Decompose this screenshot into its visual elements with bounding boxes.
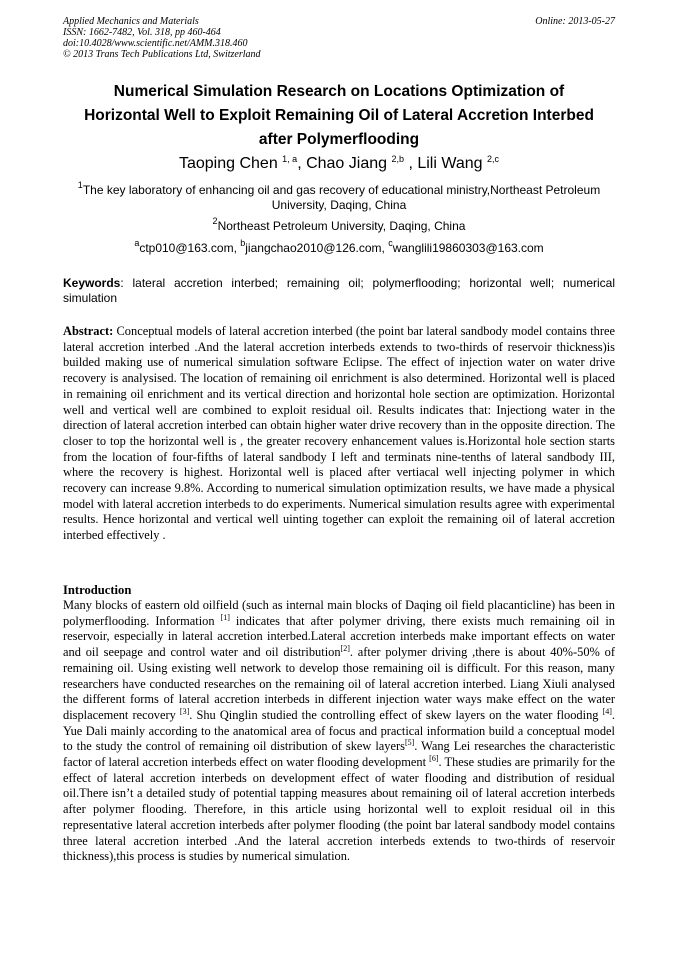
abstract-text: Conceptual models of lateral accretion interbed (the point bar lateral sandbody model contains three lateral accretion interbed .And the lateral accretion interbeds extends to two-thirds of reservoir thickness)is builded making use of numerical simulation software Eclipse. The effect of injection water on water drive recovery is analysised. The location of remaining oil enrichment is also determined. Horizontal well is placed in remaining oil enrichment and its vertical direction and horizontal hole section are optimization. Horizontal well and vertical well are combined to exploit residual oil. Results indicates that: Injectiong water in the direction of lateral accretion interbed can obtain higher water drive recovery than in the opposite direction. The closer to top the horizontal well is , the greater recovery enhancement values is.Horizontal hole section starts from the location of four-fifths of lateral sandbody I left and terminats nine-tenths of lateral sandbody III, where the recovery is highest. Horizontal well is placed after vertiacal well injecting polymer in which recovery can increase 9.8%. According to numerical simulation optimization results, we have made a physical model with lateral accretion interbeds to do experiments. Numerical simulation results agree with experimental results. Hence horizontal and vertical well uinting together can exploit the remaining oil of lateral accretion interbed effectively . — [63, 324, 615, 543]
citation-ref[interactable]: [5] — [404, 738, 415, 748]
separator: , — [233, 241, 241, 255]
abstract-label: Abstract: — [63, 324, 114, 338]
title-line: after Polymerflooding — [258, 131, 420, 148]
keywords-section — [63, 276, 615, 306]
separator: , — [404, 155, 418, 172]
email-address[interactable]: jiangchao2010@126.com — [245, 241, 382, 255]
affiliation-text: Northeast Petroleum University, Daqing, China — [217, 219, 466, 233]
journal-name: Applied Mechanics and Materials — [63, 16, 199, 27]
author-superscript: 1, a — [282, 154, 298, 164]
email-superscript: b — [240, 238, 246, 248]
citation-ref[interactable]: [3] — [179, 706, 190, 716]
author-list — [63, 154, 615, 174]
title-line: Numerical Simulation Research on Locations Optimization of — [113, 83, 565, 100]
separator: , — [297, 155, 307, 172]
paper-title — [63, 80, 615, 152]
abstract-section — [63, 324, 615, 544]
email-superscript: a — [134, 238, 140, 248]
journal-header — [63, 16, 615, 60]
intro-text: . Yue Dali mainly according to the anatomical area of focus and practical information build a conceptual model to the study the control of remaining oil distribution of skew layers — [63, 707, 615, 754]
affiliation-1 — [63, 180, 615, 213]
email-superscript: c — [388, 238, 393, 248]
intro-text: . Wang Lei researches the characteristic factor of lateral accretion interbeds effect on water flooding development — [63, 739, 615, 770]
citation-ref[interactable]: [1] — [220, 612, 230, 622]
citation-ref[interactable]: [6] — [429, 754, 439, 764]
intro-text: indicates that after polymer driving, there exists much remaining oil in reservoir, especially in lateral accretion interbed.Lateral accretion interbeds make important effects on water and oil seepage and control water and oil distribution — [63, 613, 615, 660]
keywords-text: : lateral accretion interbed; remaining oil; polymerflooding; horizontal well; numerical simulation — [63, 276, 615, 305]
email-address[interactable]: ctp010@163.com — [139, 241, 234, 255]
separator: , — [381, 241, 389, 255]
issn-line: ISSN: 1662-7482, Vol. 318, pp 460-464 — [63, 27, 221, 38]
affiliation-2 — [63, 216, 615, 234]
introduction-body — [63, 598, 615, 865]
online-date: Online: 2013-05-27 — [535, 16, 615, 27]
citation-ref[interactable]: [2] — [340, 644, 350, 654]
intro-text: . Shu Qinglin studied the controlling effect of skew layers on the water flooding — [189, 707, 603, 722]
doi-line: doi:10.4028/www.scientific.net/AMM.318.460 — [63, 38, 248, 49]
keywords-label: Keywords — [63, 276, 121, 290]
author-superscript: 2,b — [391, 154, 404, 164]
title-line: Horizontal Well to Exploit Remaining Oil of Lateral Accretion Interbed — [84, 107, 594, 124]
intro-text: Many blocks of eastern old oilfield (such as internal main blocks of Daqing oil field placanticline) has been in polymerflooding. Information — [63, 598, 615, 628]
affiliation-superscript: 2 — [212, 216, 218, 226]
affiliation-superscript: 1 — [77, 180, 83, 190]
introduction-heading: Introduction — [63, 583, 132, 597]
copyright-line: © 2013 Trans Tech Publications Ltd, Switzerland — [63, 49, 261, 60]
affiliation-text: The key laboratory of enhancing oil and gas recovery of educational ministry,Northeast Petroleum University, Daqing, China — [82, 183, 601, 212]
intro-text: . after polymer driving ,there is about 40%-50% of remaining oil. Using existing well network to develop those remaining oil is difficult. For this reason, many researchers have conducted researches on the remaining oil of lateral accretion interbed. Liang Xiuli analysed the different forms of lateral accretion interbeds in different injection water ways make effect on the water displacement recovery — [63, 645, 615, 722]
email-list — [63, 238, 615, 256]
email-address[interactable]: wanglili19860303@163.com — [392, 241, 544, 255]
author-name: Taoping Chen — [178, 155, 278, 172]
author-name: Chao Jiang — [306, 155, 388, 172]
intro-text: . These studies are primarily for the effect of lateral accretion interbeds on development effect of water flooding and distribution of residual oil.There isn’t a detailed study of potential tapping measures about remaining oil of lateral accretion interbeds after polymer flooding. Therefore, in this article using horizontal well to exploit residual oil in this representative lateral accretion interbeds after polymer flooding (the point bar lateral sandbody model contains three lateral accretion interbed .And the lateral accretion interbeds extends to two-thirds of reservoir thickness),this process is studies by numerical simulation. — [63, 755, 615, 864]
author-superscript: 2,c — [487, 154, 500, 164]
citation-ref[interactable]: [4] — [602, 706, 612, 716]
author-name: Lili Wang — [417, 155, 483, 172]
